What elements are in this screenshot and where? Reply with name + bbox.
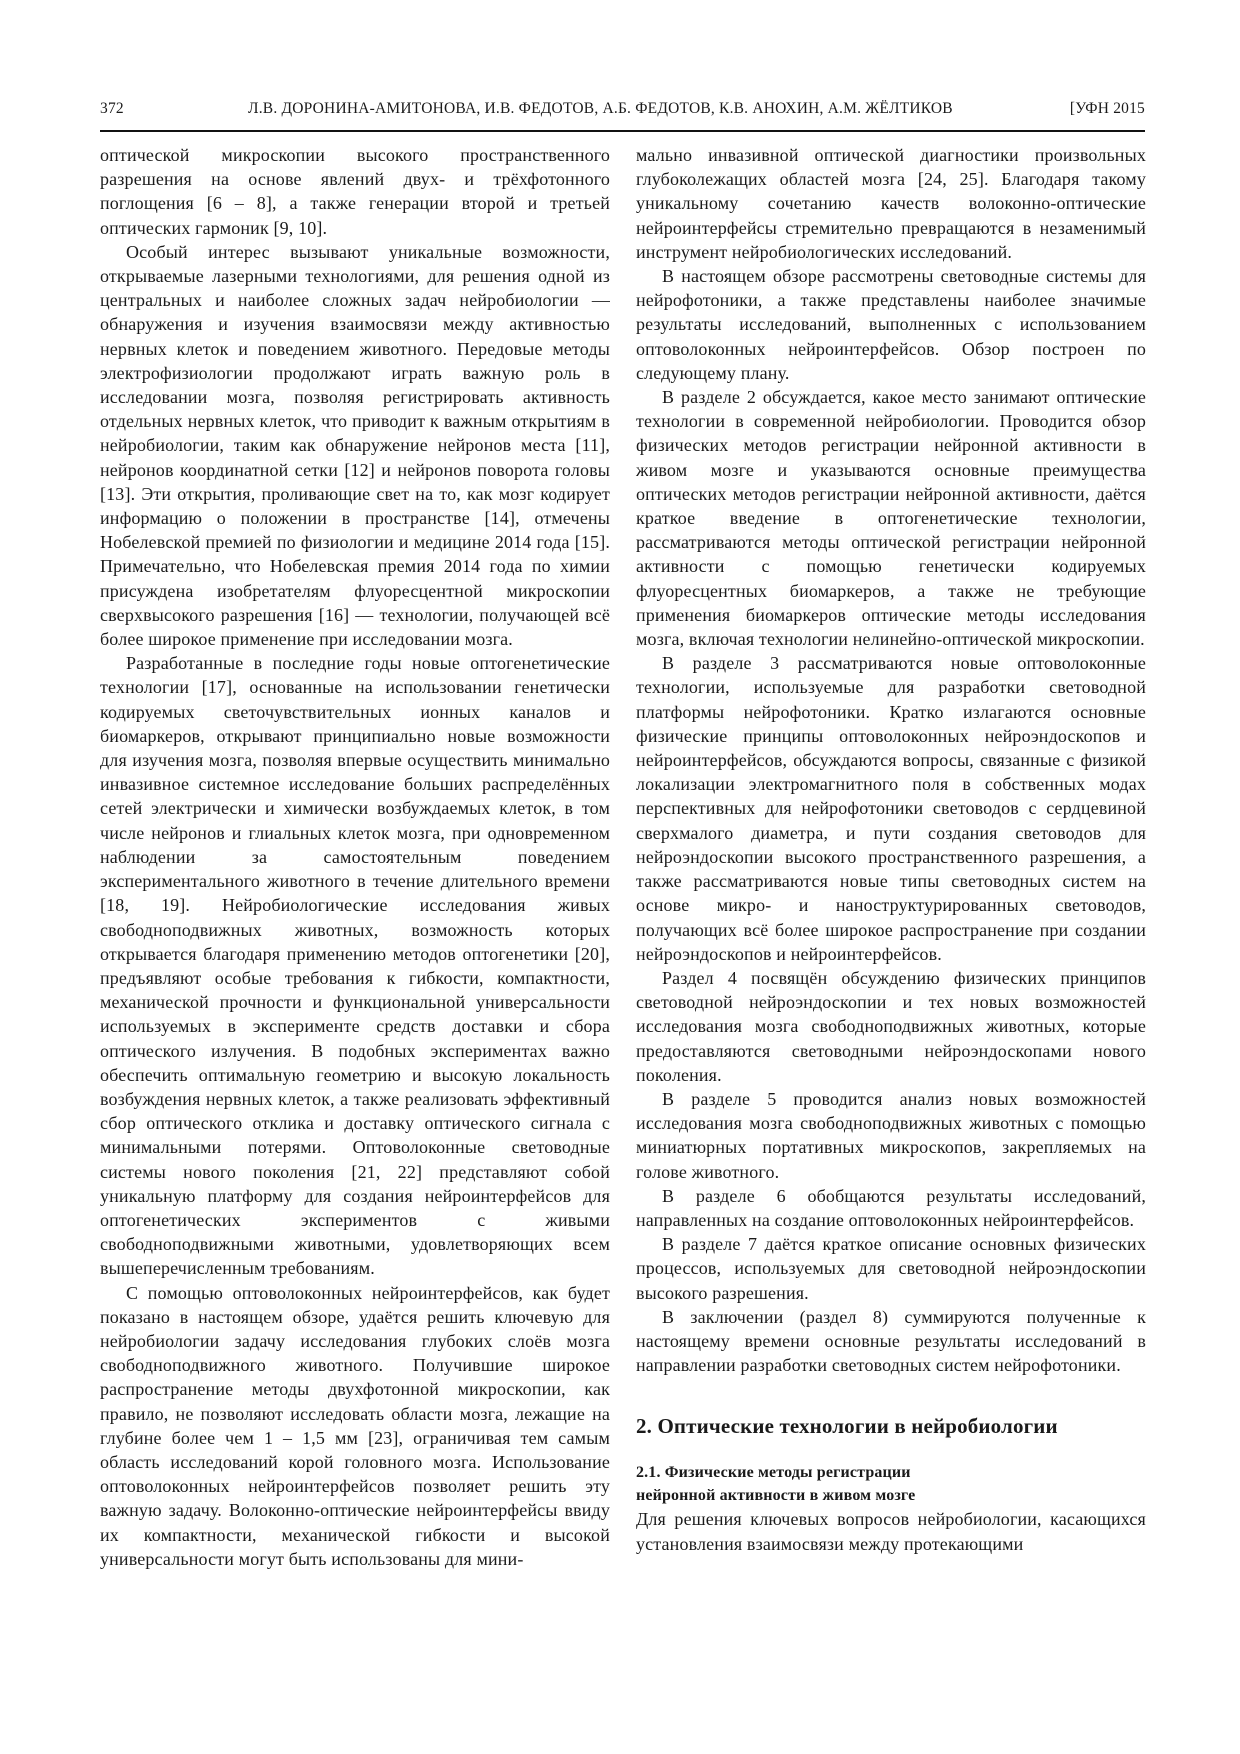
- right-column: [636, 143, 1146, 1556]
- paragraph: С помощью оптоволоконных нейроинтерфейсов, как будет показано в настоящем обзоре, удаётся решить ключевую для нейробиологии задачу исследования глубоких слоёв мозга свободноподвижного животного. Получившие широкое распространение методы двухфотонной микроскопии, как правило, не позволяют исследовать области мозга, лежащие на глубине более чем 1 – 1,5 мм [23], ограничивая тем самым область исследований корой головного мозга. Использование оптоволоконных нейроинтерфейсов позволяет решить эту важную задачу. Волоконно-оптические нейроинтерфейсы ввиду их компактности, механической гибкости и высокой универсальности могут быть использованы для мини-: [100, 1282, 610, 1569]
- paragraph: оптической микроскопии высокого пространственного разрешения на основе явлений двух- и трёхфотонного поглощения [6 – 8], а также генерации второй и третьей оптических гармоник [9, 10].: [100, 145, 610, 238]
- paragraph: В разделе 3 рассматриваются новые оптоволоконные технологии, используемые для разработки световодной платформы нейрофотоники. Кратко излагаются основные физические принципы оптоволоконных нейроэндоскопов и нейроинтерфейсов, обсуждаются вопросы, связанные с физикой локализации электромагнитного поля в собственных модах перспективных для нейрофотоники световодов с сердцевиной сверхмалого диаметра, и пути создания световодов для нейроэндоскопии высокого пространственного разрешения, а также рассматриваются новые типы световодных систем на основе микро- и наноструктурированных световодов, получающих всё более широкое распространение при создании нейроэндоскопов и нейроинтерфейсов.: [636, 653, 1146, 964]
- paragraph: В разделе 7 даётся краткое описание основных физических процессов, используемых для световодной нейроэндоскопии высокого разрешения.: [636, 1234, 1146, 1303]
- paragraph: В настоящем обзоре рассмотрены световодные системы для нейрофотоники, а также представлены наиболее значимые результаты исследований, выполненных с использованием оптоволоконных нейроинтерфейсов. Обзор построен по следующему плану.: [636, 266, 1146, 383]
- running-header: [100, 100, 1145, 124]
- paragraph: В разделе 5 проводится анализ новых возможностей исследования мозга свободноподвижных животных с помощью миниатюрных портативных микроскопов, закрепляемых на голове животного.: [636, 1088, 1146, 1182]
- header-rule: [100, 130, 1145, 132]
- paragraph: Для решения ключевых вопросов нейробиологии, касающихся установления взаимосвязи между протекающими: [636, 1509, 1146, 1554]
- subsection-heading-line2: нейронной активности в живом мозге: [636, 1487, 916, 1505]
- paragraph: мально инвазивной оптической диагностики произвольных глубоколежащих областей мозга [24, 25]. Благодаря такому уникальному сочетанию качеств волоконно-оптические нейроинтерфейсы стремительно превращаются в незаменимый инструмент нейробиологических исследований.: [636, 145, 1146, 262]
- paragraph: Раздел 4 посвящён обсуждению физических принципов световодной нейроэндоскопии и тех новых возможностей исследования мозга свободноподвижных животных, которые предоставляются световодными нейроэндоскопами нового поколения.: [636, 967, 1146, 1085]
- paragraph: Особый интерес вызывают уникальные возможности, открываемые лазерными технологиями, для решения одной из центральных и наиболее сложных задач нейробиологии — обнаружения и изучения взаимосвязи между активностью нервных клеток и поведением животного. Передовые методы электрофизиологии продолжают играть важную роль в исследовании мозга, позволяя регистрировать активность отдельных нервных клеток, что приводит к важным открытиям в нейробиологии, таким как обнаружение нейронов места [11], нейронов координатной сетки [12] и нейронов поворота головы [13]. Эти открытия, проливающие свет на то, как мозг кодирует информацию о положении в пространстве [14], отмечены Нобелевской премией по физиологии и медицине 2014 года [15]. Примечательно, что Нобелевская премия 2014 года по химии присуждена изобретателям флуоресцентной микроскопии сверхвысокого разрешения [16] — технологии, получающей всё более широкое применение при исследовании мозга.: [100, 241, 610, 650]
- paragraph: В разделе 6 обобщаются результаты исследований, направленных на создание оптоволоконных нейроинтерфейсов.: [636, 1185, 1146, 1230]
- paragraph: В разделе 2 обсуждается, какое место занимают оптические технологии в современной нейробиологии. Проводится обзор физических методов регистрации нейронной активности в живом мозге и указываются основные преимущества оптических методов регистрации нейронной активности, даётся краткое введение в оптогенетические технологии, рассматриваются методы оптической регистрации нейронной активности с помощью генетически кодируемых флуоресцентных биомаркеров, а также не требующие применения биомаркеров оптические методы исследования мозга, включая технологии нелинейно-оптической микроскопии.: [636, 387, 1146, 650]
- journal-ref: [УФН 2015: [1069, 100, 1145, 117]
- paragraph: В заключении (раздел 8) суммируются полученные к настоящему времени основные результаты исследований в направлении разработки световодных систем нейрофотоники.: [636, 1306, 1146, 1376]
- subsection-heading-line1: 2.1. Физические методы регистрации: [636, 1464, 911, 1482]
- paragraph: Разработанные в последние годы новые оптогенетические технологии [17], основанные на использовании генетически кодируемых светочувствительных ионных каналов и биомаркеров, открывают принципиально новые возможности для изучения мозга, позволяя впервые осуществить минимально инвазивное системное исследование больших распределённых сетей электрически и химически возбуждаемых клеток, в том числе нейронов и глиальных клеток мозга, при одновременном наблюдении за самостоятельным поведением экспериментального животного в течение длительного времени [18, 19]. Нейробиологические исследования живых свободноподвижных животных, возможность которых открывается благодаря применению методов оптогенетики [20], предъявляют особые требования к гибкости, компактности, механической прочности и функциональной универсальности используемых в эксперименте средств доставки и сбора оптического излучения. В подобных экспериментах важно обеспечить оптимальную геометрию и высокую локальность возбуждения нервных клеток, а также реализовать эффективный сбор оптического отклика и доставку оптического сигнала с минимальными потерями. Оптоволоконные световодные системы нового поколения [21, 22] представляют собой уникальную платформу для создания нейроинтерфейсов для оптогенетических экспериментов с живыми свободноподвижными животными, удовлетворяющих всем вышеперечисленным требованиям.: [100, 653, 610, 1279]
- left-column: [100, 143, 610, 1571]
- authors: Л.В. ДОРОНИНА-АМИТОНОВА, И.В. ФЕДОТОВ, А.Б. ФЕДОТОВ, К.В. АНОХИН, А.М. ЖЁЛТИКОВ: [248, 100, 953, 117]
- section-heading: 2. Оптические технологии в нейробиологии: [636, 1414, 1058, 1439]
- page-number: 372: [100, 100, 124, 117]
